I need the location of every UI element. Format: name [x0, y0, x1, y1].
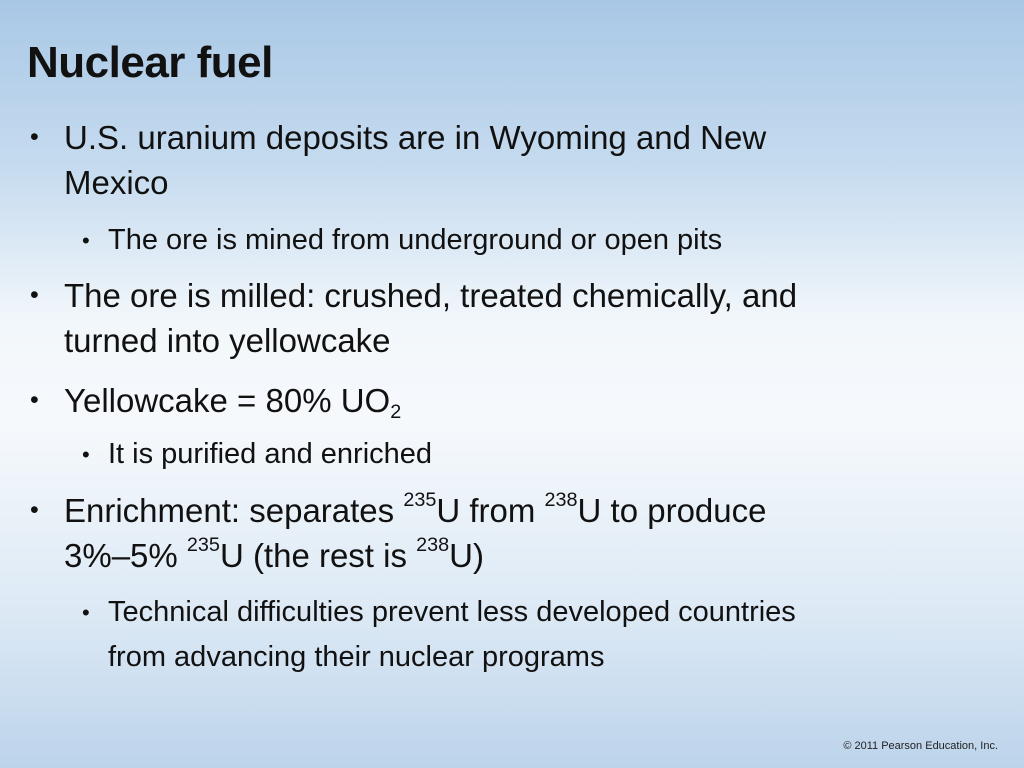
- bullet-icon: •: [30, 281, 39, 309]
- copyright-footer: © 2011 Pearson Education, Inc.: [843, 740, 998, 752]
- bullet-ore-milled: [30, 273, 964, 363]
- bullet-icon: •: [82, 600, 90, 625]
- subbullet-text-line1: Technical difficulties prevent less developed countries: [108, 596, 796, 628]
- bullet-enrichment: [30, 488, 964, 578]
- bullet-icon: •: [82, 228, 90, 253]
- bullet-icon: •: [82, 442, 90, 467]
- subbullet-ore-mined: [82, 218, 1008, 263]
- bullet-icon: •: [30, 123, 39, 151]
- bullet-text-line1: U.S. uranium deposits are in Wyoming and New: [64, 119, 767, 156]
- text-part: U (the rest is: [219, 537, 417, 574]
- bullet-text: Yellowcake = 80% UO: [64, 382, 391, 419]
- superscript-238: 238: [544, 489, 578, 512]
- subbullet-technical-difficulties: [82, 590, 1008, 680]
- superscript-235: 235: [186, 534, 220, 557]
- text-part: Enrichment: separates: [64, 492, 404, 529]
- subbullet-text: It is purified and enriched: [108, 438, 433, 470]
- bullet-icon: •: [30, 496, 39, 524]
- slide-title: Nuclear fuel: [27, 38, 273, 87]
- bullet-text-line1: The ore is milled: crushed, treated chemically, and: [64, 277, 798, 314]
- text-part: U): [449, 537, 484, 574]
- bullet-text-line2: turned into yellowcake: [64, 322, 391, 359]
- text-part: U to produce: [577, 492, 767, 529]
- subbullet-text-line2: from advancing their nuclear programs: [108, 641, 605, 673]
- superscript-235: 235: [403, 489, 437, 512]
- bullet-text-line2: Mexico: [64, 164, 169, 201]
- bullet-icon: •: [30, 386, 39, 414]
- subbullet-purified: [82, 432, 1008, 477]
- text-part: U from: [436, 492, 545, 529]
- superscript-238: 238: [416, 534, 450, 557]
- text-part: 3%–5%: [64, 537, 187, 574]
- subbullet-text: The ore is mined from underground or open pits: [108, 224, 723, 256]
- bullet-yellowcake: [30, 378, 964, 423]
- bullet-uranium-deposits: [30, 115, 964, 205]
- subscript-2: 2: [390, 400, 402, 423]
